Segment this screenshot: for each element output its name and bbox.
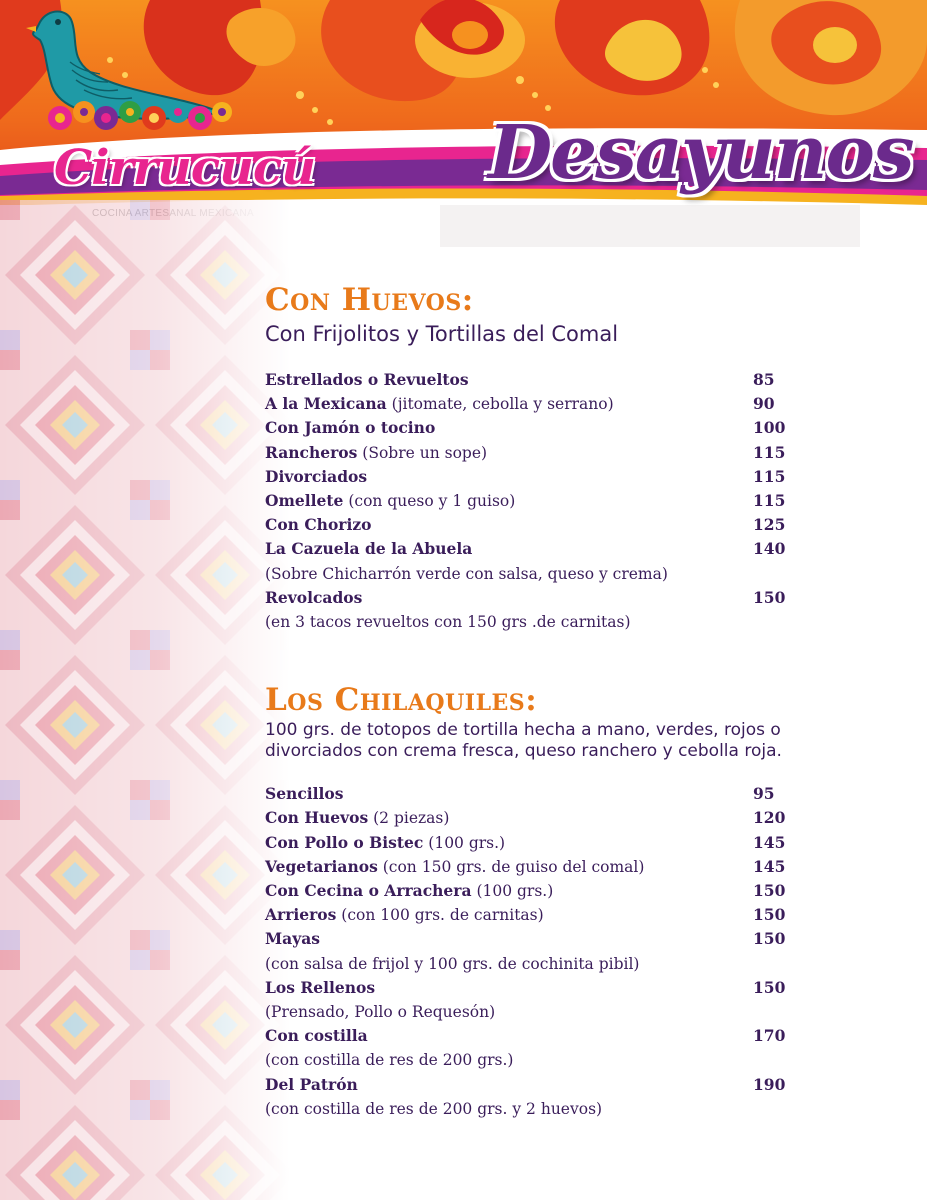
menu-item-price: 85: [753, 370, 775, 389]
menu-item-price: 90: [753, 394, 775, 414]
menu-item-price: 115: [753, 491, 786, 511]
menu-item: [265, 782, 885, 806]
menu-item-price: 120: [753, 808, 786, 828]
menu-item: [265, 416, 885, 440]
menu-item-name: Con Cecina o Arrachera: [265, 881, 472, 901]
menu-item-name: Divorciados: [265, 466, 368, 486]
menu-item-note: (2 piezas): [373, 809, 450, 828]
menu-item: [265, 465, 885, 489]
menu-item-name: Con Jamón o tocino: [265, 418, 436, 438]
menu-item: [265, 855, 885, 879]
menu-item-name: Los Rellenos: [265, 977, 376, 997]
menu-item-price: 95: [753, 784, 775, 804]
menu-item-price: 150: [753, 905, 786, 925]
menu-item-price: 190: [753, 1074, 786, 1094]
menu-item: [265, 831, 885, 855]
menu-item-note: (con 150 grs. de guiso del comal): [382, 857, 645, 876]
menu-item: [265, 1024, 885, 1072]
menu-item-name: Arrieros: [265, 905, 337, 925]
menu-item-price: 150: [753, 977, 786, 997]
menu-item-note: (jitomate, cebolla y serrano): [391, 395, 614, 414]
menu-item-name: Vegetarianos: [265, 856, 378, 876]
menu-item: [265, 441, 885, 465]
menu-item: [265, 903, 885, 927]
menu-item-description: (en 3 tacos revueltos con 150 grs .de carnitas): [265, 613, 631, 632]
menu-item-name: Con Chorizo: [265, 515, 372, 535]
menu-item-price: 100: [753, 418, 786, 438]
menu-item-price: 115: [753, 442, 786, 462]
menu-item-name: Con Huevos: [265, 808, 369, 828]
menu-item: [265, 489, 885, 513]
menu-item-price: 170: [753, 1026, 786, 1046]
menu-item-description: (con costilla de res de 200 grs.): [265, 1051, 514, 1070]
textile-pattern-background: [0, 200, 290, 1200]
menu-item: [265, 976, 885, 1024]
menu-content: [265, 280, 885, 1121]
menu-item-price: 140: [753, 539, 786, 559]
menu-item-price: 150: [753, 881, 786, 901]
section-intro: 100 grs. de totopos de tortilla hecha a mano, verdes, rojos o divorciados con crema fresca, queso ranchero y cebolla roja.: [265, 720, 782, 762]
menu-item-name: Estrellados o Revueltos: [265, 370, 469, 389]
menu-item-name: Con costilla: [265, 1026, 368, 1046]
menu-item: [265, 879, 885, 903]
menu-item: [265, 1073, 885, 1121]
page-title: Desayunos: [488, 110, 913, 196]
menu-item-name: Omellete: [265, 491, 344, 511]
menu-item-note: (100 grs.): [428, 833, 506, 852]
menu-item: [265, 392, 885, 416]
menu-item-price: 115: [753, 466, 786, 486]
section-con-huevos: [265, 280, 885, 634]
menu-item-price: 150: [753, 929, 786, 949]
menu-item-price: 125: [753, 515, 786, 535]
menu-item-name: Mayas: [265, 929, 320, 949]
menu-item-note: (con queso y 1 guiso): [348, 492, 516, 511]
menu-item-price: 145: [753, 856, 786, 876]
menu-item-price: 145: [753, 832, 786, 852]
section-chilaquiles: [265, 680, 885, 1121]
menu-item: [265, 806, 885, 830]
menu-item-description: (con salsa de frijol y 100 grs. de cochinita pibil): [265, 954, 640, 973]
brand-name: Cirrucucú: [54, 140, 316, 196]
menu-item: [265, 927, 885, 975]
menu-item: [265, 513, 885, 537]
menu-item-name: A la Mexicana: [265, 394, 387, 414]
menu-item-description: (Prensado, Pollo o Requesón): [265, 1003, 496, 1022]
menu-item-description: (Sobre Chicharrón verde con salsa, queso y crema): [265, 564, 668, 583]
menu-item-name: Con Pollo o Bistec: [265, 832, 424, 852]
menu-item-note: (Sobre un sope): [362, 443, 488, 462]
menu-item-note: (con 100 grs. de carnitas): [341, 906, 544, 925]
menu-item-name: Rancheros: [265, 442, 358, 462]
menu-item-name: Sencillos: [265, 784, 344, 804]
section-subtitle: Con Frijolitos y Tortillas del Comal: [265, 322, 619, 346]
menu-item-name: Del Patrón: [265, 1074, 358, 1094]
section-title: Los Chilaquiles:: [265, 682, 538, 719]
menu-item-price: 150: [753, 587, 786, 607]
menu-item-name: Revolcados: [265, 587, 363, 607]
menu-item-list: [265, 782, 885, 1121]
menu-item-list: [265, 368, 885, 634]
menu-item: [265, 586, 885, 634]
menu-item-description: (con costilla de res de 200 grs. y 2 huevos): [265, 1099, 603, 1118]
menu-item-note: (100 grs.): [476, 882, 554, 901]
menu-item: [265, 368, 885, 392]
section-title: Con Huevos:: [265, 282, 474, 318]
menu-item: [265, 537, 885, 585]
menu-item-name: La Cazuela de la Abuela: [265, 539, 473, 559]
